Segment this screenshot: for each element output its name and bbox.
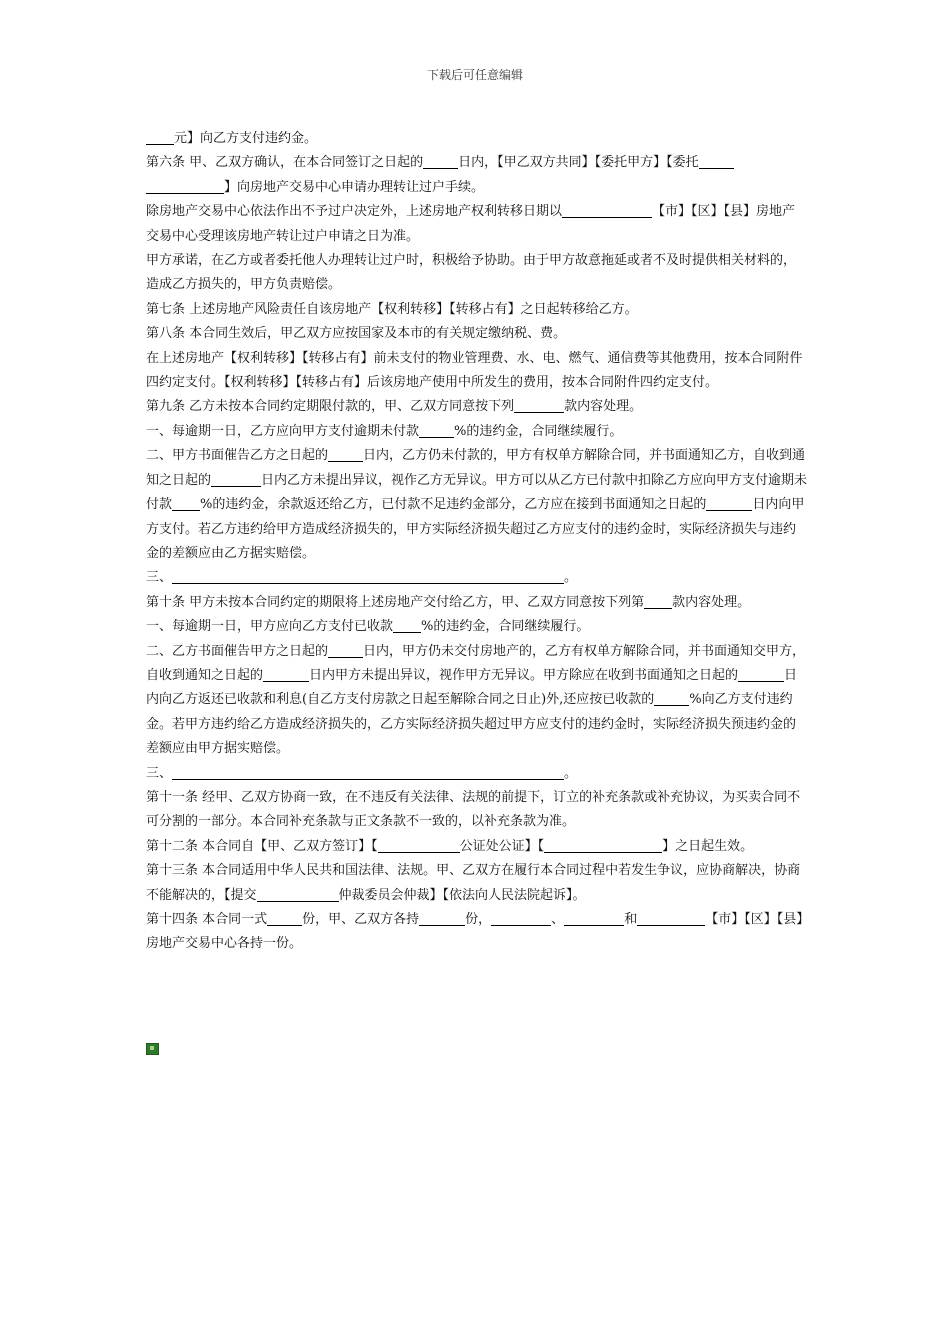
paragraph: 三、 。 [146, 570, 578, 586]
blank-field [419, 424, 454, 438]
article-14: 第十四条 本合同一式 份，甲、乙双方各持 份， 、 和 【市】【区】【县】房地产交易中心各持一份。 [146, 912, 803, 952]
paragraph: 甲方承诺，在乙方或者委托他人办理转让过户时，积极给予协助。由于甲方故意拖延或者不及时提供相关材料的，造成乙方损失的，甲方负责赔偿。 [146, 253, 797, 293]
article-7: 第七条 上述房地产风险责任自该房地产【权利转移】【转移占有】之日起转移给乙方。 [146, 301, 638, 317]
blank-field [146, 131, 174, 145]
blank-field [172, 766, 564, 780]
article-10: 第十条 甲方未按本合同约定的期限将上述房地产交付给乙方，甲、乙双方同意按下列第 款内容处理。 [146, 594, 751, 610]
article-13: 第十三条 本合同适用中华人民共和国法律、法规。甲、乙双方在履行本合同过程中若发生争议，应协商解决，协商不能解决的，【提交 仲裁委员会仲裁】【依法向人民法院起诉】。 [146, 863, 801, 903]
article-6: 第六条 甲、乙双方确认，在本合同签订之日起的 日内，【甲乙双方共同】【委托甲方】【委托 】向房地产交易中心申请办理转让过户手续。 [146, 151, 808, 200]
article-11: 第十一条 经甲、乙双方协商一致，在不违反有关法律、法规的前提下，订立的补充条款或补充协议，为买卖合同不可分割的一部分。本合同补充条款与正文条款不一致的，以补充条款为准。 [146, 789, 801, 830]
blank-field [544, 839, 662, 853]
blank-field [654, 692, 689, 706]
blank-field [172, 497, 200, 511]
paragraph: 元】向乙方支付违约金。 [146, 127, 808, 151]
blank-field [263, 668, 309, 682]
blank-field [257, 888, 339, 902]
blank-field [562, 204, 652, 218]
paragraph: 三、 。 [146, 765, 578, 781]
blank-field [393, 619, 421, 633]
paragraph: 在上述房地产【权利转移】【转移占有】前未支付的物业管理费、水、电、燃气、通信费等其他费用，按本合同附件四约定支付。【权利转移】【转移占有】后该房地产使用中所发生的费用，按本合同附件四约定支付。 [146, 350, 803, 391]
blank-field [328, 448, 363, 462]
image-placeholder-icon [146, 1043, 159, 1055]
blank-field [211, 473, 261, 487]
paragraph: 二、乙方书面催告甲方之日起的 日内，甲方仍未交付房地产的，乙方有权单方解除合同，并书面通知交甲方，自收到通知之日起的 日内甲方未提出异议，视作甲方无异议。甲方除应在收到书面通知之日起的 日内向乙方返还已收款和利息(自乙方支付房款之日起至解除合同之日止)外,还应按已收款的 %向乙方支付违约金。若甲方违约给乙方造成经济损失的，乙方实际经济损失超过甲方应支付的违约金时，实际经济损失预违约金的差额应由甲方据实赔偿。 [146, 643, 806, 757]
blank-field [491, 912, 551, 926]
paragraph: 一、每逾期一日，甲方应向乙方支付已收款 %的违约金，合同继续履行。 [146, 619, 590, 635]
article-9: 第九条 乙方未按本合同约定期限付款的，甲、乙双方同意按下列 款内容处理。 [146, 399, 643, 415]
contract-body [146, 127, 808, 957]
blank-field [419, 912, 465, 926]
blank-field [423, 155, 458, 169]
blank-field [267, 912, 302, 926]
page-header: 下载后可任意编辑 [426, 68, 523, 82]
blank-field [738, 668, 784, 682]
paragraph: 一、每逾期一日，乙方应向甲方支付逾期未付款 %的违约金，合同继续履行。 [146, 423, 623, 439]
blank-field [564, 912, 624, 926]
blank-field [637, 912, 705, 926]
blank-field [146, 180, 224, 194]
blank-field [706, 497, 752, 511]
blank-field [172, 570, 564, 584]
article-12: 第十二条 本合同自【甲、乙双方签订】【 公证处公证】【 】之日起生效。 [146, 838, 754, 854]
article-8: 第八条 本合同生效后，甲乙双方应按国家及本市的有关规定缴纳税、费。 [146, 326, 567, 342]
blank-field [644, 595, 672, 609]
blank-field [514, 399, 564, 413]
paragraph: 二、甲方书面催告乙方之日起的 日内，乙方仍未付款的，甲方有权单方解除合同，并书面通知乙方，自收到通知之日起的 日内乙方未提出异议，视作乙方无异议。甲方可以从乙方已付款中扣除乙方应向甲方支付逾期未付款 %的违约金，余款返还给乙方，已付款不足违约金部分，乙方应在接到书面通知之日起的 日内向甲方支付。若乙方违约给甲方造成经济损失的，甲方实际经济损失超过乙方应支付的违约金时，实际经济损失与违约金的差额应由乙方据实赔偿。 [146, 448, 808, 561]
blank-field [328, 644, 363, 658]
blank-field [699, 155, 734, 169]
paragraph: 除房地产交易中心依法作出不予过户决定外，上述房地产权利转移日期以 【市】【区】【县】房地产交易中心受理该房地产转让过户申请之日为准。 [146, 204, 796, 244]
blank-field [378, 839, 460, 853]
